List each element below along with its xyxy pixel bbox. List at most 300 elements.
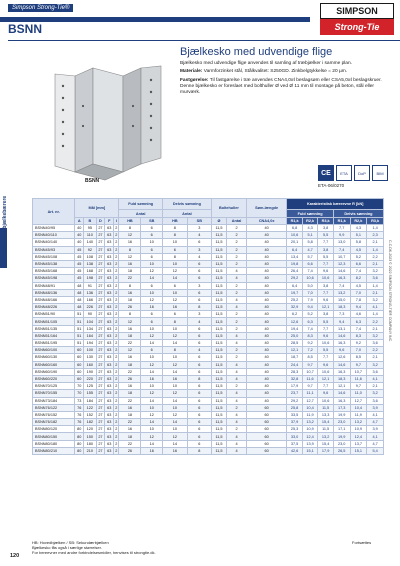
table-cell: 27 — [96, 440, 105, 447]
table-cell: 51 — [75, 311, 84, 318]
table-cell: 76 — [75, 404, 84, 411]
table-cell: 130 — [84, 354, 96, 361]
table-cell: 2,1 — [367, 354, 384, 361]
table-cell: 11,5 — [211, 239, 226, 246]
table-cell: 6 — [187, 296, 211, 303]
table-cell: 3,2 — [367, 361, 384, 368]
table-cell: 104 — [84, 318, 96, 325]
subheader-cell: HB — [162, 218, 187, 225]
table-cell: 10,7 — [333, 253, 350, 260]
table-cell: 5,8 — [302, 239, 318, 246]
table-cell: 13,1 — [333, 325, 350, 332]
table-cell: 16,3 — [333, 340, 350, 347]
subheader-cell: SB — [141, 218, 162, 225]
table-cell: 16,3 — [333, 397, 350, 404]
table-cell: 40 — [246, 318, 286, 325]
continued-label: Fortsættes — [352, 540, 372, 545]
table-cell: 2 — [227, 282, 247, 289]
table-cell: 194 — [84, 340, 96, 347]
table-cell: 40 — [246, 239, 286, 246]
table-cell: 2 — [115, 434, 118, 439]
table-cell: 6 — [187, 340, 211, 347]
table-cell: 8 — [187, 304, 211, 311]
table-cell: 4,1 — [367, 375, 384, 382]
table-cell: 10 — [141, 404, 162, 411]
article-number: BSNN45/168 — [33, 268, 75, 275]
table-cell: 12 — [162, 296, 187, 303]
subheader-cell: R3,k — [318, 218, 334, 225]
table-cell: 63 — [105, 433, 114, 440]
table-cell: 4 — [227, 332, 247, 339]
table-cell: 11,5 — [318, 426, 334, 433]
table-cell: 134 — [84, 325, 96, 332]
table-cell: 18 — [119, 390, 141, 397]
table-cell: 10,6 — [318, 397, 334, 404]
table-cell: 10 — [141, 325, 162, 332]
article-number: BSNN51/195 — [33, 340, 75, 347]
table-cell: 45 — [75, 275, 84, 282]
table-cell: 6 — [187, 419, 211, 426]
table-cell: 10 — [162, 239, 187, 246]
footnotes — [32, 540, 156, 555]
table-cell: 9,6 — [333, 347, 350, 354]
table-cell: 63 — [105, 440, 114, 447]
table-cell: 1,4 — [367, 246, 384, 253]
table-cell: 22 — [119, 368, 141, 375]
table-cell: 8 — [187, 375, 211, 382]
table-cell: 10 — [141, 260, 162, 267]
table-cell: 2 — [115, 427, 118, 432]
table-cell: 122 — [84, 404, 96, 411]
table-cell: 10 — [141, 289, 162, 296]
table-cell: 12,6 — [333, 354, 350, 361]
table-cell: 27 — [96, 260, 105, 267]
col-capacity: Karakteristisk bæreevne R [kN] — [287, 199, 384, 210]
table-cell: 11,6 — [350, 375, 367, 382]
table-cell: 18 — [119, 296, 141, 303]
table-cell: 10 — [162, 289, 187, 296]
bim-icon: BIM — [372, 165, 388, 181]
table-cell: 92 — [84, 246, 96, 253]
table-cell: 6 — [141, 282, 162, 289]
table-cell: 5,2 — [350, 253, 367, 260]
table-cell: 45 — [75, 268, 84, 275]
article-number: BSNN48/166 — [33, 296, 75, 303]
table-cell: 8 — [162, 318, 187, 325]
table-cell: 5,1 — [302, 232, 318, 239]
table-cell: 6 — [141, 318, 162, 325]
table-cell: 13,2 — [318, 433, 334, 440]
table-cell: 13,9 — [302, 440, 318, 447]
table-cell: 73 — [75, 397, 84, 404]
table-cell: 2 — [115, 254, 118, 259]
table-cell: 9,6 — [318, 390, 334, 397]
table-cell: 6,3 — [302, 318, 318, 325]
table-cell: 2 — [115, 226, 118, 231]
table-cell: 63 — [105, 311, 114, 318]
table-cell: 40 — [246, 289, 286, 296]
table-cell: 4,7 — [367, 419, 384, 426]
table-cell: 11,5 — [211, 318, 226, 325]
table-cell: 27 — [96, 239, 105, 246]
table-cell: 4,3 — [350, 225, 367, 232]
table-cell: 4 — [227, 296, 247, 303]
table-cell: 63 — [105, 390, 114, 397]
table-cell: 3,2 — [367, 268, 384, 275]
table-cell: 11,5 — [211, 354, 226, 361]
table-cell: 63 — [105, 239, 114, 246]
table-cell: 26 — [119, 447, 141, 454]
table-cell: 60 — [75, 361, 84, 368]
subheader-cell: D — [96, 218, 105, 225]
table-cell: 33,0 — [287, 433, 303, 440]
table-cell: 40 — [75, 225, 84, 232]
table-cell: 11,5 — [211, 361, 226, 368]
table-cell: 4 — [227, 375, 247, 382]
table-cell: 160 — [84, 361, 96, 368]
table-cell: 45 — [75, 246, 84, 253]
table-row — [33, 411, 384, 418]
table-cell: 42,6 — [287, 447, 303, 454]
table-cell: 2 — [115, 341, 118, 346]
table-cell: 11,5 — [211, 433, 226, 440]
table-row — [33, 289, 384, 296]
table-cell: 60 — [246, 433, 286, 440]
table-cell: 4,1 — [367, 304, 384, 311]
table-cell: 11,5 — [211, 253, 226, 260]
table-cell: 27 — [96, 383, 105, 390]
article-number: BSNN80/120 — [33, 426, 75, 433]
table-cell: 70 — [75, 383, 84, 390]
table-cell: 6,2 — [287, 311, 303, 318]
table-cell: 16 — [162, 447, 187, 454]
table-cell: 7,0 — [350, 289, 367, 296]
table-cell: 11,1 — [302, 390, 318, 397]
table-cell: 5,4 — [367, 447, 384, 454]
table-cell: 6 — [187, 404, 211, 411]
table-cell: 27 — [96, 340, 105, 347]
table-cell: 6 — [187, 354, 211, 361]
subheader-cell: Antal — [227, 218, 247, 225]
table-cell: 2 — [115, 262, 118, 267]
table-cell: 8 — [119, 282, 141, 289]
table-cell: 48 — [75, 289, 84, 296]
table-cell: 2 — [115, 448, 118, 453]
table-cell: 4,1 — [367, 433, 384, 440]
table-cell: 5,5 — [318, 347, 334, 354]
table-cell: 4 — [227, 440, 247, 447]
table-cell: 2 — [115, 276, 118, 281]
table-cell: 2 — [115, 362, 118, 367]
table-row — [33, 253, 384, 260]
table-cell: 15,4 — [318, 419, 334, 426]
table-cell: 11,5 — [211, 347, 226, 354]
table-cell: 2,2 — [367, 253, 384, 260]
table-cell: 14 — [162, 368, 187, 375]
table-row — [33, 354, 384, 361]
ce-mark-icon: CE — [318, 165, 334, 181]
table-cell: 10 — [162, 325, 187, 332]
table-cell: 10 — [162, 354, 187, 361]
table-cell: 40 — [75, 239, 84, 246]
dop-icon: DoP — [354, 165, 370, 181]
table-cell: 12,4 — [302, 433, 318, 440]
table-cell: 12,7 — [302, 397, 318, 404]
table-cell: 1,4 — [367, 225, 384, 232]
table-cell: 63 — [105, 419, 114, 426]
table-cell: 2 — [227, 246, 247, 253]
table-cell: 14 — [162, 397, 187, 404]
logo-bottom: Strong-Tie — [320, 19, 394, 35]
table-cell: 7,0 — [302, 289, 318, 296]
col-delvis-s: Delvis sømning — [333, 210, 383, 218]
article-number: BSNN60/130 — [33, 354, 75, 361]
table-cell: 150 — [84, 433, 96, 440]
table-cell: 80 — [75, 433, 84, 440]
table-cell: 4 — [227, 361, 247, 368]
table-cell: 27 — [96, 275, 105, 282]
table-cell: 10,4 — [350, 404, 367, 411]
table-cell: 10,7 — [350, 368, 367, 375]
table-cell: 63 — [105, 296, 114, 303]
table-cell: 2 — [115, 355, 118, 360]
table-cell: 40 — [246, 253, 286, 260]
table-cell: 9,4 — [333, 318, 350, 325]
article-number: BSNN45/93 — [33, 246, 75, 253]
footnote-2: Bjælkesko fås også i særlige størrelser. — [32, 545, 102, 550]
table-cell: 40 — [246, 225, 286, 232]
table-cell: 17,9 — [318, 447, 334, 454]
table-cell: 8 — [119, 246, 141, 253]
article-number: BSNN48/91 — [33, 282, 75, 289]
table-cell: 27 — [96, 347, 105, 354]
table-cell: 138 — [84, 260, 96, 267]
table-cell: 4 — [227, 275, 247, 282]
table-cell: 120 — [84, 426, 96, 433]
table-cell: 5,2 — [302, 311, 318, 318]
table-cell: 63 — [105, 318, 114, 325]
table-cell: 4 — [227, 340, 247, 347]
table-cell: 2 — [115, 384, 118, 389]
page-number: 120 — [10, 553, 20, 559]
table-row — [33, 433, 384, 440]
col-antal-1: Antal — [119, 210, 163, 218]
table-cell: 3,6 — [367, 368, 384, 375]
table-cell: 27 — [96, 404, 105, 411]
table-cell: 11,5 — [211, 325, 226, 332]
table-cell: 6,8 — [287, 225, 303, 232]
table-cell: 12 — [141, 361, 162, 368]
table-cell: 40 — [246, 311, 286, 318]
table-cell: 27 — [96, 225, 105, 232]
table-cell: 168 — [84, 268, 96, 275]
table-cell: 2 — [227, 325, 247, 332]
table-cell: 40 — [246, 368, 286, 375]
table-cell: 12 — [162, 390, 187, 397]
table-cell: 9,6 — [318, 268, 334, 275]
table-cell: 27 — [96, 296, 105, 303]
subheader-cell: Ø — [211, 218, 226, 225]
table-cell: 4 — [227, 268, 247, 275]
table-cell: 40 — [246, 375, 286, 382]
table-cell: 11,5 — [211, 332, 226, 339]
table-cell: 14 — [141, 275, 162, 282]
table-cell: 16 — [119, 426, 141, 433]
table-cell: 63 — [105, 347, 114, 354]
simpson-logo — [320, 3, 394, 39]
table-cell: 51 — [75, 332, 84, 339]
table-cell: 14 — [162, 275, 187, 282]
table-cell: 60 — [75, 347, 84, 354]
table-cell: 22 — [119, 275, 141, 282]
table-cell: 2,1 — [367, 260, 384, 267]
article-number: BSNN51/135 — [33, 325, 75, 332]
table-cell: 27 — [96, 426, 105, 433]
table-cell: 25,0 — [287, 332, 303, 339]
table-cell: 27 — [96, 282, 105, 289]
table-cell: 16 — [119, 325, 141, 332]
table-cell: 10 — [141, 383, 162, 390]
table-cell: 40 — [246, 275, 286, 282]
table-cell: 5,1 — [350, 232, 367, 239]
footnote-1: HB: Hovedbjælken / SB: Sekundærbjælken — [32, 540, 109, 545]
article-number: BSNN45/198 — [33, 275, 75, 282]
table-cell: 15,1 — [302, 447, 318, 454]
table-cell: 27 — [96, 268, 105, 275]
table-cell: 3,8 — [318, 311, 334, 318]
table-cell: 2 — [115, 233, 118, 238]
table-cell: 27 — [96, 232, 105, 239]
table-cell: 10,6 — [318, 275, 334, 282]
subheader-cell: R3,k — [367, 218, 384, 225]
table-cell: 2 — [115, 240, 118, 245]
table-cell: 7,4 — [302, 325, 318, 332]
table-cell: 40 — [246, 397, 286, 404]
table-cell: 48 — [75, 282, 84, 289]
table-cell: 18 — [119, 411, 141, 418]
table-cell: 27 — [96, 311, 105, 318]
table-cell: 10,9 — [302, 426, 318, 433]
table-cell: 13,3 — [318, 411, 334, 418]
table-cell: 48 — [75, 304, 84, 311]
table-cell: 19,4 — [287, 325, 303, 332]
table-cell: 10 — [162, 426, 187, 433]
table-cell: 48 — [75, 296, 84, 303]
table-cell: 12 — [141, 296, 162, 303]
table-cell: 12 — [162, 268, 187, 275]
table-cell: 2 — [115, 398, 118, 403]
table-cell: 4 — [187, 318, 211, 325]
table-cell: 8 — [187, 447, 211, 454]
table-cell: 8 — [162, 232, 187, 239]
table-cell: 6 — [187, 390, 211, 397]
table-cell: 14 — [141, 368, 162, 375]
table-cell: 12,1 — [318, 375, 334, 382]
article-number: BSNN48/136 — [33, 289, 75, 296]
article-number: BSNN51/105 — [33, 318, 75, 325]
table-row — [33, 347, 384, 354]
article-number: BSNN60/100 — [33, 347, 75, 354]
table-cell: 190 — [84, 368, 96, 375]
table-cell: 28,3 — [287, 368, 303, 375]
table-cell: 2 — [115, 319, 118, 324]
table-cell: 40 — [246, 340, 286, 347]
table-cell: 12,7 — [350, 397, 367, 404]
table-cell: 25,8 — [287, 404, 303, 411]
table-cell: 6 — [187, 440, 211, 447]
eta-number: ETA-06/0270 — [318, 183, 345, 188]
table-cell: 16,3 — [333, 275, 350, 282]
table-cell: 2,1 — [367, 383, 384, 390]
table-cell: 6 — [187, 268, 211, 275]
table-cell: 15,0 — [333, 296, 350, 303]
table-cell: 9,6 — [318, 296, 334, 303]
subheader-cell: F — [105, 218, 114, 225]
table-cell: 7,7 — [318, 383, 334, 390]
table-cell: 6 — [141, 246, 162, 253]
table-cell: 180 — [84, 440, 96, 447]
table-cell: 16 — [141, 304, 162, 311]
product-image — [45, 46, 170, 186]
table-row — [33, 318, 384, 325]
table-cell: 27 — [96, 354, 105, 361]
table-cell: 29,2 — [287, 397, 303, 404]
table-cell: 40 — [246, 390, 286, 397]
table-cell: 11,5 — [318, 404, 334, 411]
col-fuld: Fuld sømning — [119, 199, 163, 210]
table-cell: 27 — [96, 419, 105, 426]
table-cell: 7,2 — [302, 347, 318, 354]
table-cell: 6 — [187, 426, 211, 433]
table-cell: 3,2 — [367, 390, 384, 397]
table-cell: 6,4 — [287, 282, 303, 289]
table-cell: 12,1 — [318, 304, 334, 311]
article-number: BSNN70/155 — [33, 390, 75, 397]
article-number: BSNN80/210 — [33, 447, 75, 454]
table-cell: 16 — [141, 447, 162, 454]
table-cell: 14,6 — [333, 268, 350, 275]
col-fuld-s: Fuld sømning — [287, 210, 334, 218]
table-cell: 7,7 — [318, 289, 334, 296]
table-cell: 13,0 — [333, 239, 350, 246]
table-cell: 6 — [187, 397, 211, 404]
table-cell: 90 — [84, 311, 96, 318]
table-cell: 2 — [227, 239, 247, 246]
table-cell: 6 — [162, 282, 187, 289]
table-cell: 26 — [119, 375, 141, 382]
table-cell: 2 — [115, 369, 118, 374]
table-cell: 11,5 — [211, 246, 226, 253]
subheader-cell: R2,k — [302, 218, 318, 225]
article-number: BSNN60/190 — [33, 368, 75, 375]
table-cell: 4 — [227, 419, 247, 426]
table-cell: 63 — [105, 426, 114, 433]
table-cell: 4,7 — [367, 440, 384, 447]
table-cell: 63 — [105, 397, 114, 404]
table-cell: 2 — [227, 232, 247, 239]
col-antal-2: Antal — [162, 210, 211, 218]
table-cell: 23,0 — [333, 419, 350, 426]
table-cell: 40 — [246, 246, 286, 253]
table-cell: 6 — [187, 361, 211, 368]
table-cell: 40 — [75, 232, 84, 239]
col-bolt: Boltehuller — [211, 199, 246, 218]
table-row — [33, 440, 384, 447]
table-cell: 9,7 — [350, 361, 367, 368]
table-cell: 40 — [246, 383, 286, 390]
article-number: BSNN73/184 — [33, 397, 75, 404]
table-cell: 5,0 — [302, 282, 318, 289]
